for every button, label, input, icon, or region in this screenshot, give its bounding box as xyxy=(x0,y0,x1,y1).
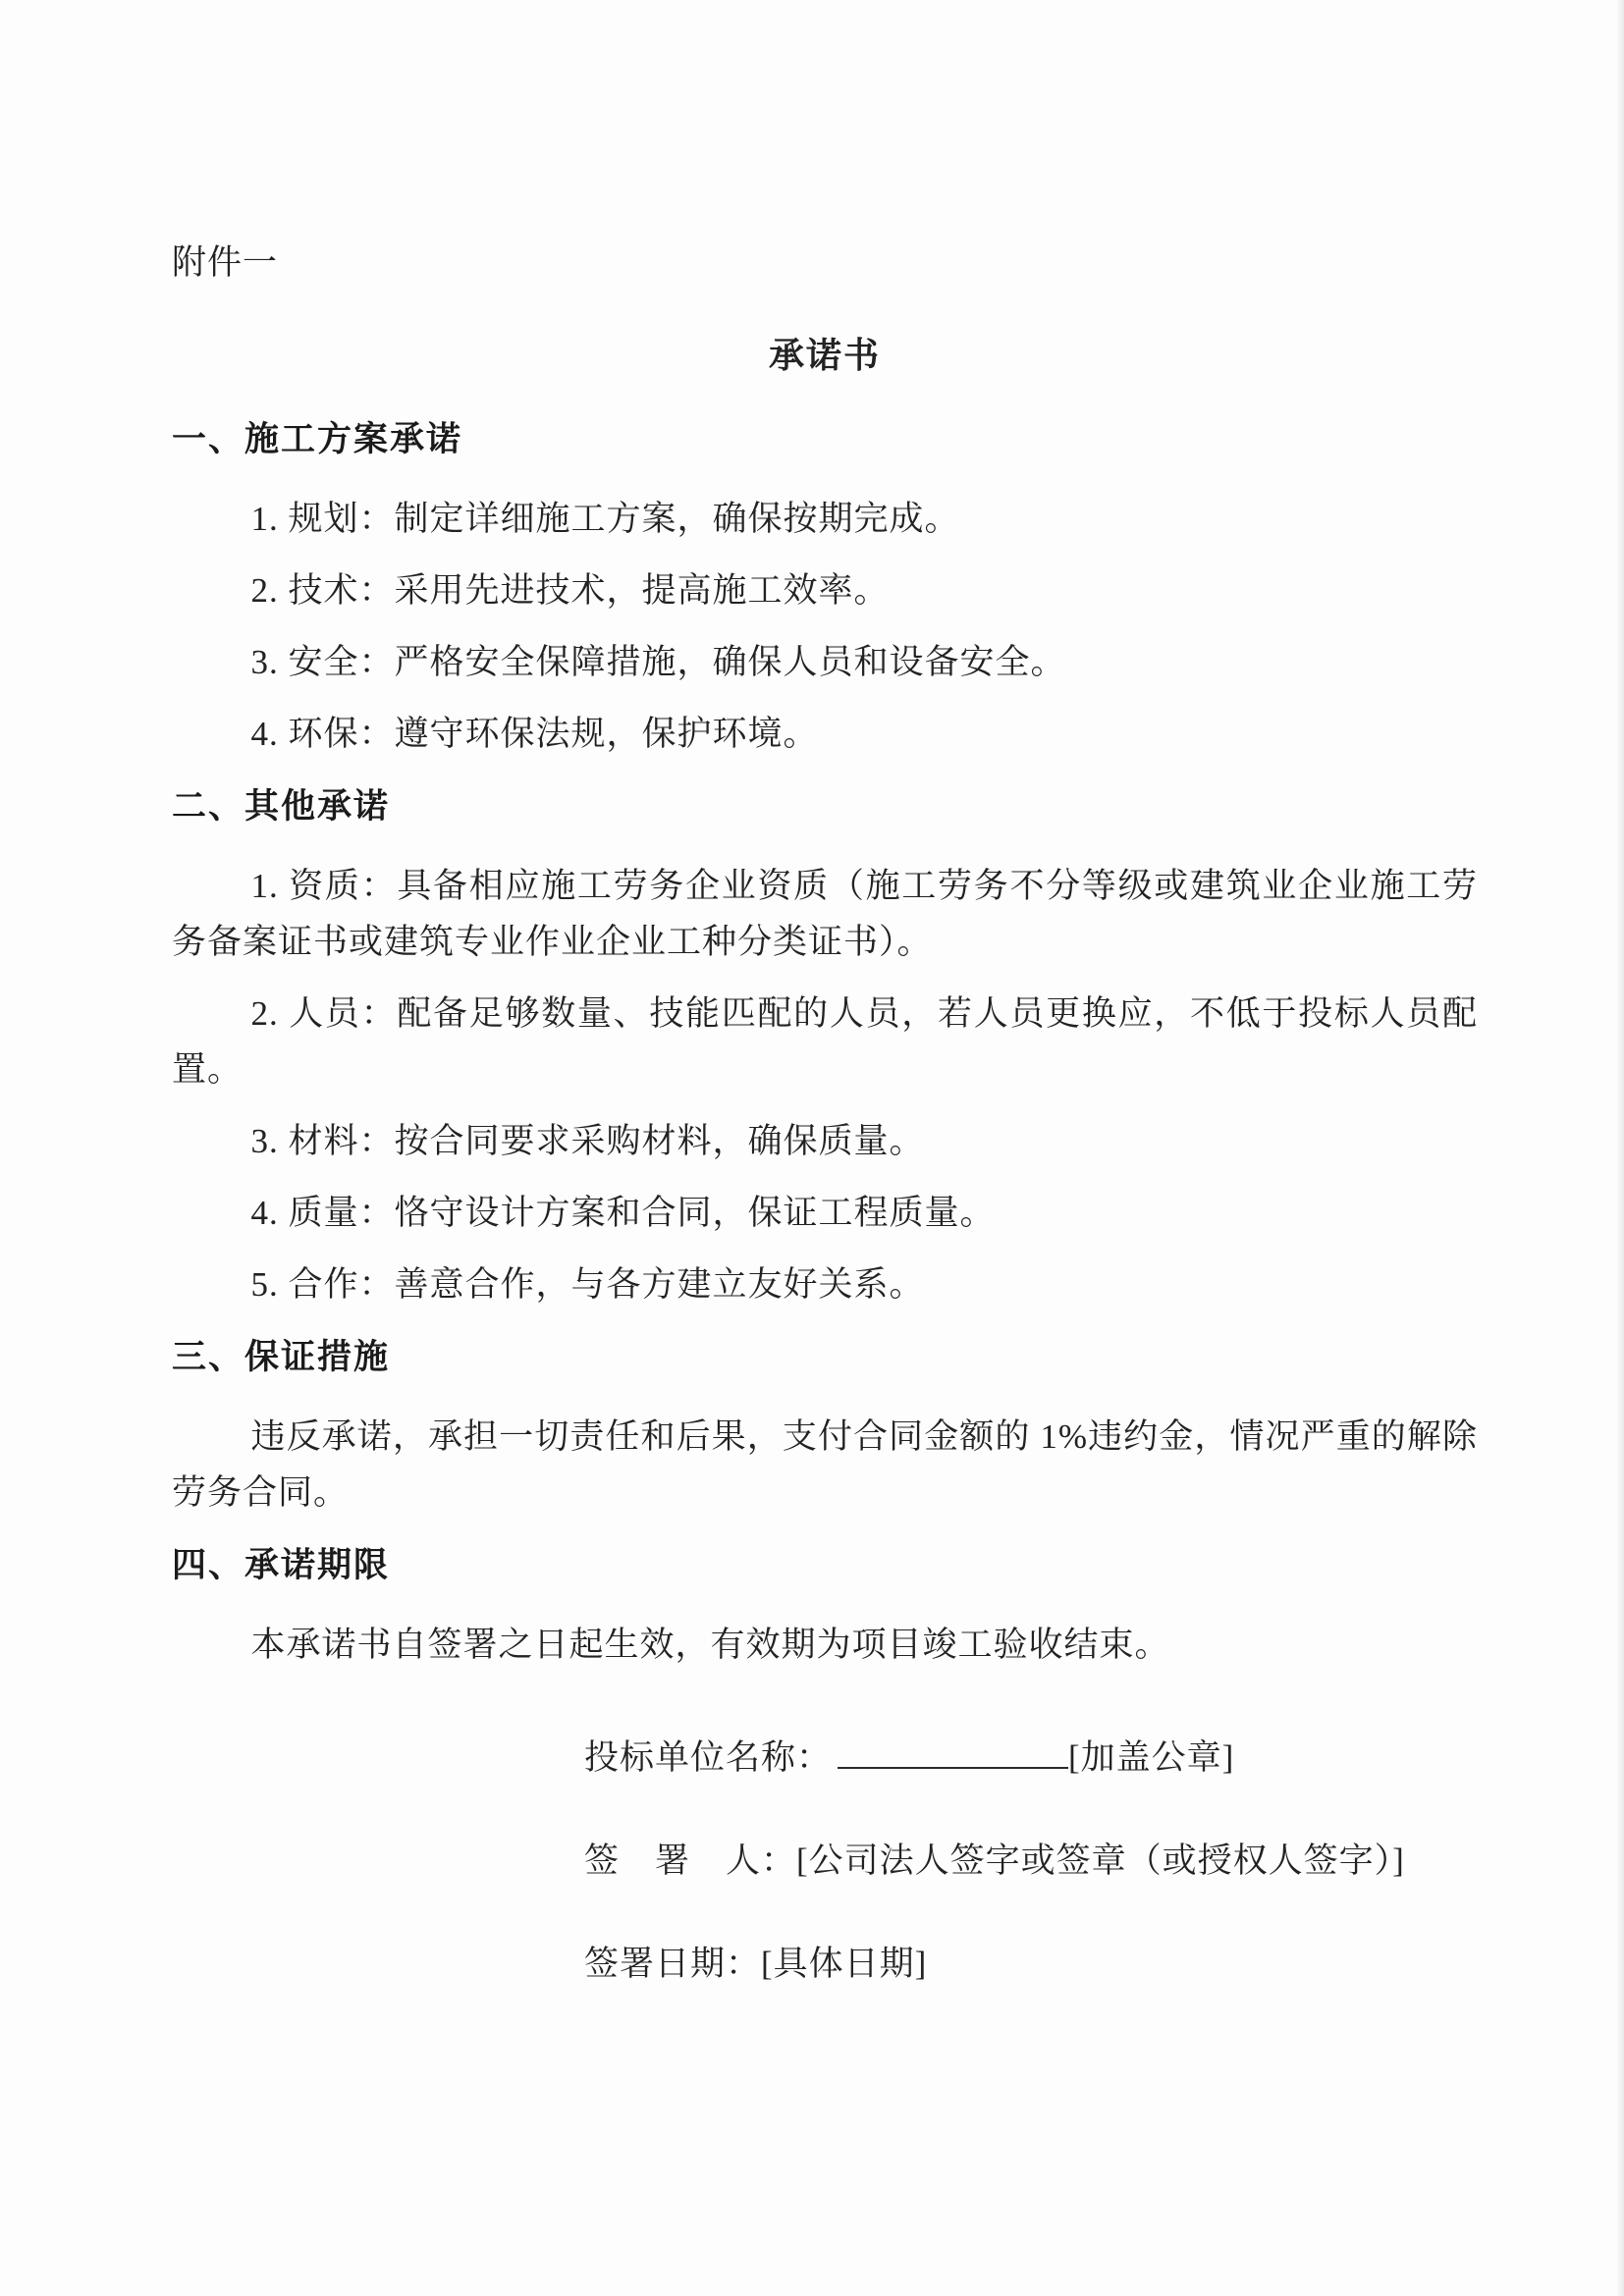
list-item: 5. 合作：善意合作，与各方建立友好关系。 xyxy=(250,1265,925,1304)
list-item: 3. 安全：严格安全保障措施，确保人员和设备安全。 xyxy=(250,643,1066,681)
section-paragraph: 本承诺书自签署之日起生效，有效期为项目竣工验收结束。 xyxy=(250,1626,1170,1664)
bidder-name-blank-line xyxy=(838,1734,1068,1769)
list-item: 1. 资质：具备相应施工劳务企业资质（施工劳务不分等级或建筑业企业施工劳务备案证书或建筑专业作业企业工种分类证书）。 xyxy=(172,867,1478,961)
signature-row-signer xyxy=(584,1842,1478,1881)
attachment-label: 附件一 xyxy=(172,243,279,282)
bidder-seal-note: [加盖公章] xyxy=(1068,1738,1235,1777)
list-item: 2. 技术：采用先进技术，提高施工效率。 xyxy=(250,571,890,610)
signer-label: 签 署 人： xyxy=(584,1842,797,1880)
section-heading-guarantee-measures: 三、保证措施 xyxy=(172,1338,391,1376)
section-heading-commitment-period: 四、承诺期限 xyxy=(172,1546,391,1584)
section-guarantee-measures xyxy=(172,1334,1478,1521)
signature-row-date xyxy=(584,1945,1478,1984)
list-item: 3. 材料：按合同要求采购材料，确保质量。 xyxy=(250,1122,925,1160)
list-item: 4. 质量：恪守设计方案和合同，保证工程质量。 xyxy=(250,1194,996,1232)
section-heading-other-commitments: 二、其他承诺 xyxy=(172,787,391,826)
signature-block xyxy=(584,1734,1478,1984)
list-item: 4. 环保：遵守环保法规，保护环境。 xyxy=(250,715,819,753)
sign-date-note: [具体日期] xyxy=(761,1945,928,1983)
section-commitment-period xyxy=(172,1542,1478,1673)
section-paragraph: 违反承诺，承担一切责任和后果，支付合同金额的 1%违约金，情况严重的解除劳务合同。 xyxy=(172,1417,1478,1512)
list-item: 2. 人员：配备足够数量、技能匹配的人员，若人员更换应，不低于投标人员配置。 xyxy=(172,994,1478,1089)
section-heading-construction-plan: 一、施工方案承诺 xyxy=(172,420,463,458)
bidder-name-label: 投标单位名称： xyxy=(584,1738,833,1777)
signature-row-bidder xyxy=(584,1734,1478,1778)
signer-note: [公司法人签字或签章（或授权人签字）] xyxy=(796,1842,1405,1880)
sign-date-label: 签署日期： xyxy=(584,1945,762,1983)
section-construction-plan xyxy=(172,416,1478,762)
document-title: 承诺书 xyxy=(768,336,881,375)
list-item: 1. 规划：制定详细施工方案，确保按期完成。 xyxy=(250,500,960,538)
section-other-commitments xyxy=(172,783,1478,1312)
